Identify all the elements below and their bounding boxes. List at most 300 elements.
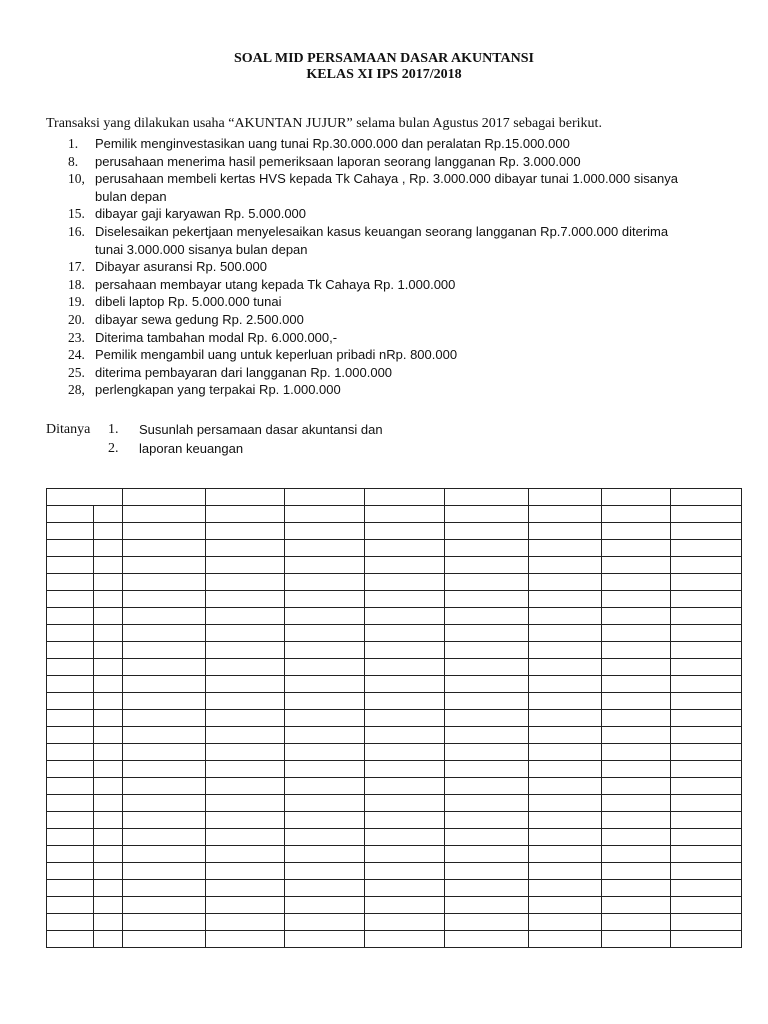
transaction-item	[68, 205, 678, 223]
transaction-number: 20.	[68, 311, 85, 327]
worksheet-cell	[47, 744, 94, 761]
worksheet-cell	[206, 625, 285, 642]
worksheet-cell	[47, 557, 94, 574]
document-subtitle: KELAS XI IPS 2017/2018	[306, 67, 462, 82]
worksheet-cell	[365, 761, 445, 778]
worksheet-cell	[285, 540, 365, 557]
worksheet-cell	[365, 914, 445, 931]
worksheet-cell	[602, 863, 671, 880]
worksheet-cell	[285, 880, 365, 897]
worksheet-cell	[94, 659, 123, 676]
worksheet-cell	[671, 693, 742, 710]
worksheet-cell	[47, 693, 94, 710]
worksheet-cell	[529, 557, 602, 574]
worksheet-cell	[206, 693, 285, 710]
worksheet-cell	[123, 608, 206, 625]
worksheet-row	[47, 829, 742, 846]
worksheet-cell	[285, 897, 365, 914]
worksheet-cell	[94, 863, 123, 880]
worksheet-row	[47, 540, 742, 557]
worksheet-cell	[671, 846, 742, 863]
questions-label-spacer	[46, 439, 108, 458]
transaction-item	[68, 346, 678, 364]
worksheet-cell	[529, 574, 602, 591]
worksheet-cell	[671, 761, 742, 778]
worksheet-cell	[602, 795, 671, 812]
worksheet-cell	[365, 795, 445, 812]
worksheet-cell	[671, 744, 742, 761]
worksheet-cell	[529, 710, 602, 727]
worksheet-cell	[671, 540, 742, 557]
worksheet-cell	[47, 812, 94, 829]
worksheet-cell	[94, 642, 123, 659]
worksheet-cell	[365, 659, 445, 676]
worksheet-cell	[671, 897, 742, 914]
worksheet-cell	[285, 931, 365, 948]
worksheet-row	[47, 795, 742, 812]
transaction-list	[68, 135, 678, 399]
transaction-item	[68, 223, 678, 241]
worksheet-cell	[671, 557, 742, 574]
transaction-item	[68, 293, 678, 311]
worksheet-cell	[445, 812, 529, 829]
worksheet-cell	[365, 710, 445, 727]
worksheet-cell	[445, 914, 529, 931]
worksheet-cell	[285, 506, 365, 523]
worksheet-cell	[529, 795, 602, 812]
question-row	[46, 420, 383, 439]
worksheet-cell	[445, 897, 529, 914]
worksheet-cell	[671, 778, 742, 795]
worksheet-cell	[206, 557, 285, 574]
transaction-number: 1.	[68, 136, 79, 151]
transaction-item	[68, 258, 678, 276]
worksheet-cell	[529, 693, 602, 710]
worksheet-cell	[123, 676, 206, 693]
worksheet-cell	[47, 863, 94, 880]
worksheet-cell	[206, 506, 285, 523]
worksheet-cell	[529, 829, 602, 846]
worksheet-cell	[529, 863, 602, 880]
worksheet-cell	[365, 897, 445, 914]
worksheet-cell	[285, 574, 365, 591]
worksheet-cell	[529, 931, 602, 948]
worksheet-cell	[123, 710, 206, 727]
worksheet-cell	[671, 914, 742, 931]
worksheet-cell	[94, 540, 123, 557]
worksheet-row	[47, 778, 742, 795]
worksheet-row	[47, 506, 742, 523]
worksheet-cell	[671, 829, 742, 846]
worksheet-cell	[365, 880, 445, 897]
worksheet-cell	[47, 574, 94, 591]
transaction-text: perlengkapan yang terpakai Rp. 1.000.000	[95, 382, 341, 398]
worksheet-cell	[123, 506, 206, 523]
worksheet-cell	[285, 489, 365, 506]
worksheet-cell	[445, 625, 529, 642]
worksheet-cell	[602, 608, 671, 625]
transaction-number: 18.	[68, 276, 85, 292]
worksheet-cell	[445, 506, 529, 523]
worksheet-cell	[445, 676, 529, 693]
document-title: SOAL MID PERSAMAAN DASAR AKUNTANSI	[234, 51, 534, 66]
worksheet-cell	[47, 761, 94, 778]
worksheet-cell	[206, 744, 285, 761]
worksheet-row	[47, 676, 742, 693]
worksheet-cell	[445, 574, 529, 591]
worksheet-cell	[365, 506, 445, 523]
worksheet-cell	[123, 914, 206, 931]
worksheet-cell	[47, 506, 94, 523]
worksheet-row	[47, 642, 742, 659]
worksheet-cell	[445, 880, 529, 897]
question-row	[46, 439, 383, 458]
worksheet-cell	[123, 574, 206, 591]
worksheet-cell	[529, 608, 602, 625]
worksheet-cell	[285, 659, 365, 676]
worksheet-cell	[47, 795, 94, 812]
worksheet-cell	[529, 812, 602, 829]
worksheet-cell	[365, 625, 445, 642]
worksheet-cell	[123, 659, 206, 676]
worksheet-cell	[123, 591, 206, 608]
worksheet-cell	[123, 557, 206, 574]
worksheet-cell	[123, 795, 206, 812]
worksheet-cell	[445, 761, 529, 778]
worksheet-cell	[445, 540, 529, 557]
worksheet-cell	[671, 710, 742, 727]
worksheet-cell	[94, 744, 123, 761]
worksheet-cell	[445, 744, 529, 761]
worksheet-cell	[285, 846, 365, 863]
worksheet-cell	[285, 863, 365, 880]
worksheet-cell	[47, 489, 123, 506]
worksheet-cell	[206, 914, 285, 931]
transaction-text: Dibayar asuransi Rp. 500.000	[95, 259, 267, 275]
worksheet-cell	[671, 523, 742, 540]
worksheet-cell	[94, 880, 123, 897]
worksheet-cell	[602, 914, 671, 931]
transaction-text: dibeli laptop Rp. 5.000.000 tunai	[95, 294, 282, 310]
transaction-text: perusahaan membeli kertas HVS kepada Tk Cahaya , Rp. 3.000.000 dibayar tunai 1.000.000 sisanya	[95, 171, 678, 187]
worksheet-cell	[206, 897, 285, 914]
worksheet-cell	[123, 778, 206, 795]
worksheet-cell	[47, 914, 94, 931]
worksheet-row	[47, 727, 742, 744]
worksheet-cell	[123, 744, 206, 761]
worksheet-row	[47, 693, 742, 710]
worksheet-cell	[602, 574, 671, 591]
worksheet-cell	[94, 693, 123, 710]
worksheet-cell	[94, 710, 123, 727]
worksheet-cell	[602, 523, 671, 540]
worksheet-cell	[285, 778, 365, 795]
transaction-item	[68, 311, 678, 329]
transaction-number: 25.	[68, 364, 85, 380]
transaction-item	[68, 364, 678, 382]
worksheet-cell	[285, 625, 365, 642]
worksheet-cell	[47, 880, 94, 897]
worksheet-cell	[445, 659, 529, 676]
worksheet-cell	[602, 710, 671, 727]
worksheet-cell	[671, 625, 742, 642]
worksheet-cell	[94, 557, 123, 574]
worksheet-cell	[206, 778, 285, 795]
worksheet-cell	[123, 846, 206, 863]
worksheet-cell	[94, 829, 123, 846]
worksheet-table	[46, 488, 742, 948]
worksheet-cell	[94, 914, 123, 931]
worksheet-cell	[94, 625, 123, 642]
worksheet-row	[47, 761, 742, 778]
worksheet-cell	[94, 608, 123, 625]
worksheet-cell	[445, 489, 529, 506]
worksheet-cell	[47, 642, 94, 659]
worksheet-row	[47, 914, 742, 931]
transaction-number: 17.	[68, 259, 85, 275]
worksheet-cell	[445, 846, 529, 863]
worksheet-cell	[365, 846, 445, 863]
worksheet-cell	[602, 693, 671, 710]
worksheet-cell	[123, 829, 206, 846]
worksheet-cell	[445, 557, 529, 574]
worksheet-cell	[365, 523, 445, 540]
worksheet-cell	[602, 897, 671, 914]
worksheet-cell	[47, 676, 94, 693]
worksheet-cell	[94, 931, 123, 948]
worksheet-cell	[529, 676, 602, 693]
worksheet-cell	[206, 710, 285, 727]
worksheet-cell	[94, 506, 123, 523]
worksheet-cell	[671, 863, 742, 880]
worksheet-cell	[285, 591, 365, 608]
worksheet-cell	[602, 778, 671, 795]
worksheet-cell	[206, 880, 285, 897]
worksheet-cell	[671, 642, 742, 659]
worksheet-cell	[365, 693, 445, 710]
worksheet-cell	[206, 727, 285, 744]
worksheet-cell	[123, 761, 206, 778]
worksheet-cell	[445, 778, 529, 795]
transaction-text: dibayar sewa gedung Rp. 2.500.000	[95, 311, 304, 327]
worksheet-cell	[529, 880, 602, 897]
worksheet-cell	[47, 591, 94, 608]
worksheet-cell	[206, 608, 285, 625]
transaction-number: 10,	[68, 171, 85, 187]
worksheet-cell	[671, 659, 742, 676]
worksheet-cell	[529, 506, 602, 523]
worksheet-cell	[285, 710, 365, 727]
worksheet-cell	[206, 523, 285, 540]
worksheet-cell	[529, 846, 602, 863]
transaction-continuation: tunai 3.000.000 sisanya bulan depan	[95, 241, 308, 257]
worksheet-cell	[602, 744, 671, 761]
worksheet-cell	[123, 863, 206, 880]
transaction-text: Diterima tambahan modal Rp. 6.000.000,-	[95, 329, 338, 345]
transaction-number: 24.	[68, 347, 85, 363]
worksheet-cell	[365, 642, 445, 659]
transaction-text: Pemilik mengambil uang untuk keperluan pribadi nRp. 800.000	[95, 347, 458, 363]
worksheet-cell	[47, 931, 94, 948]
worksheet-cell	[529, 540, 602, 557]
worksheet-cell	[206, 591, 285, 608]
worksheet-cell	[529, 489, 602, 506]
transaction-continuation: bulan depan	[95, 188, 167, 204]
worksheet-cell	[671, 676, 742, 693]
worksheet-cell	[602, 642, 671, 659]
worksheet-cell	[365, 676, 445, 693]
worksheet-cell	[206, 489, 285, 506]
worksheet-cell	[602, 540, 671, 557]
worksheet-cell	[285, 727, 365, 744]
worksheet-cell	[602, 931, 671, 948]
worksheet-cell	[602, 846, 671, 863]
worksheet-cell	[285, 693, 365, 710]
transaction-number: 16.	[68, 223, 85, 239]
worksheet-cell	[285, 914, 365, 931]
worksheet-cell	[206, 846, 285, 863]
worksheet-cell	[365, 931, 445, 948]
worksheet-cell	[529, 591, 602, 608]
transaction-item	[68, 329, 678, 347]
question-number: 2.	[108, 441, 119, 456]
worksheet-cell	[365, 863, 445, 880]
worksheet-cell	[47, 523, 94, 540]
worksheet-cell	[445, 608, 529, 625]
transaction-text: Diselesaikan pekertjaan menyelesaikan kasus keuangan seorang langganan Rp.7.000.000 diterima	[95, 223, 669, 239]
worksheet-cell	[206, 812, 285, 829]
worksheet-cell	[365, 727, 445, 744]
worksheet-row	[47, 574, 742, 591]
worksheet-cell	[123, 727, 206, 744]
worksheet-row	[47, 880, 742, 897]
transaction-number: 15.	[68, 206, 85, 222]
worksheet-cell	[602, 489, 671, 506]
worksheet-row	[47, 863, 742, 880]
worksheet-cell	[365, 744, 445, 761]
worksheet-cell	[123, 812, 206, 829]
intro-text: Transaksi yang dilakukan usaha “AKUNTAN JUJUR” selama bulan Agustus 2017 sebagai berikut.	[46, 116, 602, 131]
worksheet-row	[47, 744, 742, 761]
worksheet-cell	[529, 744, 602, 761]
worksheet-cell	[206, 931, 285, 948]
questions-label: Ditanya	[46, 422, 91, 437]
question-number: 1.	[108, 422, 119, 437]
question-text: laporan keuangan	[139, 441, 244, 456]
worksheet-cell	[47, 778, 94, 795]
worksheet-cell	[206, 659, 285, 676]
worksheet-row	[47, 625, 742, 642]
worksheet-cell	[445, 523, 529, 540]
transaction-item	[68, 381, 678, 399]
worksheet-row	[47, 608, 742, 625]
worksheet-cell	[529, 727, 602, 744]
worksheet-cell	[47, 540, 94, 557]
worksheet-cell	[529, 659, 602, 676]
worksheet-cell	[47, 608, 94, 625]
worksheet-row	[47, 812, 742, 829]
worksheet-cell	[94, 795, 123, 812]
worksheet-cell	[206, 676, 285, 693]
worksheet-cell	[206, 863, 285, 880]
worksheet-cell	[445, 693, 529, 710]
worksheet-cell	[365, 540, 445, 557]
worksheet-row	[47, 523, 742, 540]
worksheet-cell	[365, 608, 445, 625]
worksheet-cell	[123, 880, 206, 897]
transaction-number: 19.	[68, 294, 85, 310]
transaction-number: 28,	[68, 382, 85, 398]
worksheet-cell	[47, 727, 94, 744]
worksheet-cell	[671, 880, 742, 897]
worksheet-cell	[445, 829, 529, 846]
worksheet-cell	[602, 727, 671, 744]
worksheet-cell	[445, 863, 529, 880]
transaction-text: persahaan membayar utang kepada Tk Cahaya Rp. 1.000.000	[95, 276, 456, 292]
worksheet-cell	[285, 608, 365, 625]
worksheet-cell	[285, 676, 365, 693]
worksheet-cell	[529, 761, 602, 778]
worksheet-cell	[47, 659, 94, 676]
worksheet-cell	[602, 557, 671, 574]
worksheet-cell	[206, 540, 285, 557]
worksheet-row	[47, 710, 742, 727]
worksheet-cell	[365, 829, 445, 846]
transaction-item	[68, 153, 678, 171]
worksheet-cell	[529, 642, 602, 659]
worksheet-cell	[602, 676, 671, 693]
worksheet-cell	[602, 625, 671, 642]
worksheet-cell	[602, 812, 671, 829]
worksheet-cell	[445, 642, 529, 659]
worksheet-cell	[602, 880, 671, 897]
worksheet-cell	[602, 659, 671, 676]
worksheet-cell	[529, 897, 602, 914]
worksheet-cell	[123, 693, 206, 710]
worksheet-cell	[445, 931, 529, 948]
worksheet-cell	[206, 642, 285, 659]
worksheet-cell	[285, 829, 365, 846]
question-text: Susunlah persamaan dasar akuntansi dan	[139, 422, 383, 437]
transaction-number: 23.	[68, 329, 85, 345]
worksheet-cell	[285, 557, 365, 574]
transaction-text: diterima pembayaran dari langganan Rp. 1.000.000	[95, 364, 393, 380]
worksheet-cell	[285, 744, 365, 761]
worksheet-cell	[206, 761, 285, 778]
worksheet-cell	[123, 540, 206, 557]
worksheet-cell	[94, 574, 123, 591]
worksheet-cell	[365, 778, 445, 795]
worksheet-cell	[47, 829, 94, 846]
worksheet-cell	[602, 591, 671, 608]
worksheet-cell	[602, 829, 671, 846]
worksheet-row	[47, 846, 742, 863]
transaction-item	[68, 135, 678, 153]
worksheet-cell	[123, 489, 206, 506]
worksheet-row	[47, 931, 742, 948]
worksheet-row	[47, 591, 742, 608]
worksheet-row	[47, 489, 742, 506]
worksheet-cell	[123, 931, 206, 948]
worksheet-cell	[529, 778, 602, 795]
worksheet-cell	[365, 812, 445, 829]
worksheet-cell	[206, 829, 285, 846]
transaction-item	[68, 170, 678, 188]
worksheet-cell	[94, 676, 123, 693]
worksheet-cell	[94, 778, 123, 795]
worksheet-cell	[94, 761, 123, 778]
worksheet-cell	[123, 642, 206, 659]
